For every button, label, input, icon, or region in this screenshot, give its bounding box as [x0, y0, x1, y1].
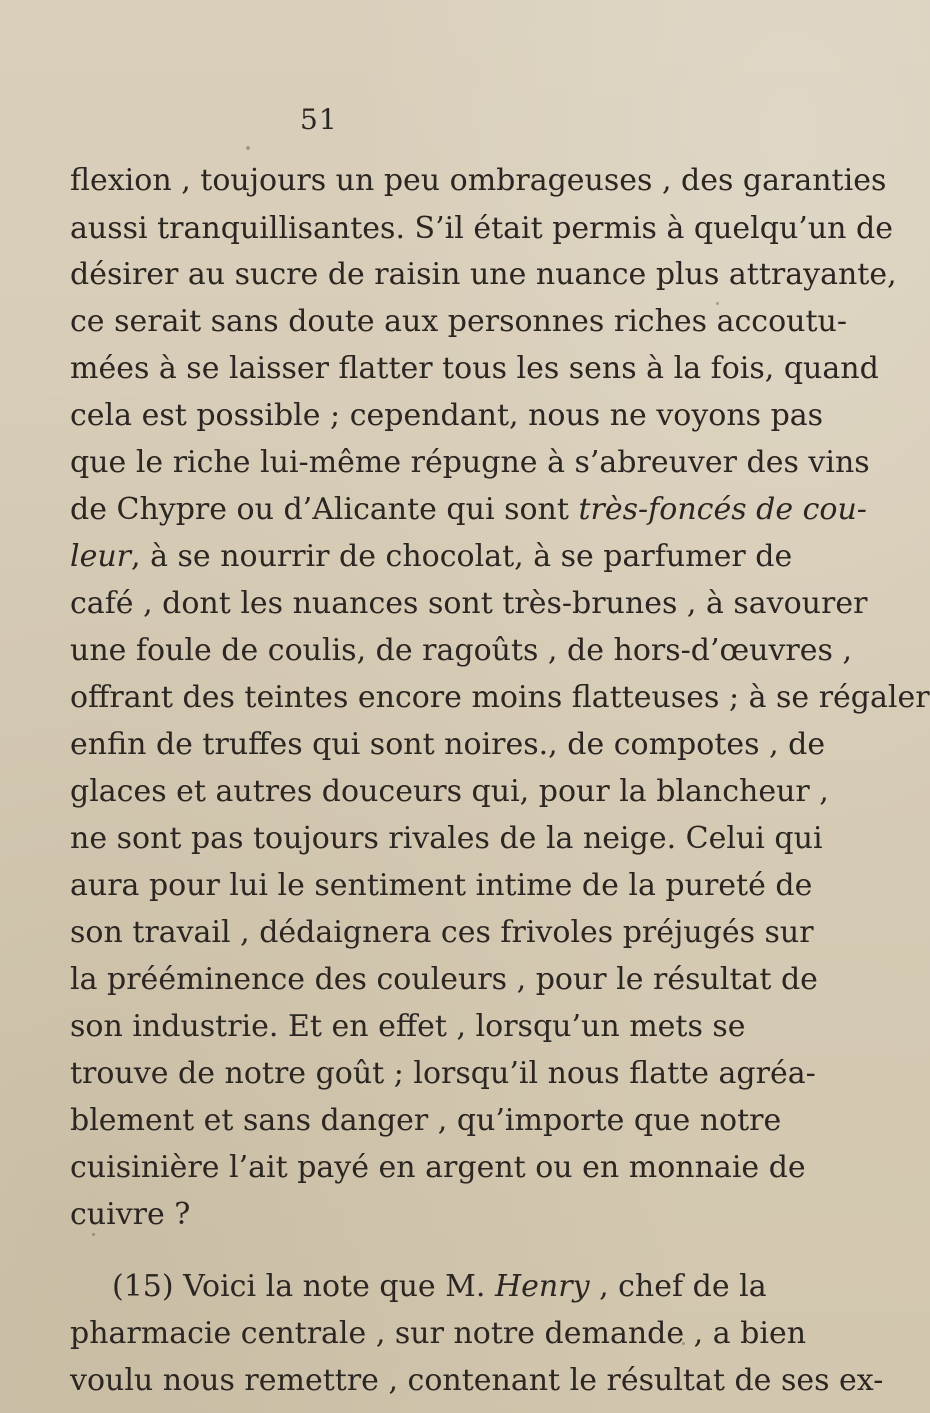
- footnote-line: pharmacie centrale , sur notre demande , a bien: [70, 1316, 807, 1351]
- text-line: [70, 491, 867, 529]
- text-segment: , chef de la: [599, 1269, 767, 1304]
- text-line: cuisinière l’ait payé en argent ou en monnaie de: [70, 1150, 806, 1185]
- text-line: cela est possible ; cependant, nous ne voyons pas: [70, 398, 824, 433]
- text-line: enfin de truffes qui sont noires., de compotes , de: [70, 727, 826, 762]
- text-line: la prééminence des couleurs , pour le résultat de: [70, 962, 818, 997]
- text-line: glaces et autres douceurs qui, pour la blancheur ,: [70, 774, 829, 809]
- text-line: ce serait sans doute aux personnes riches accoutu-: [70, 304, 847, 339]
- text-line: ne sont pas toujours rivales de la neige. Celui qui: [70, 821, 823, 856]
- text-line: son industrie. Et en effet , lorsqu’un mets se: [70, 1009, 746, 1044]
- text-line: café , dont les nuances sont très-brunes , à savourer: [70, 586, 868, 621]
- italic-text: très-foncés de cou-: [578, 492, 867, 527]
- text-line: que le riche lui-même répugne à s’abreuver des vins: [70, 445, 870, 480]
- text-line: aussi tranquillisantes. S’il était permis à quelqu’un de: [70, 211, 893, 246]
- text-segment: de Chypre ou d’Alicante qui sont: [70, 492, 569, 527]
- text-line: cuivre ?: [70, 1197, 191, 1232]
- text-line: blement et sans danger , qu’importe que notre: [70, 1103, 782, 1138]
- text-line: désirer au sucre de raisin une nuance plus attrayante,: [70, 257, 897, 292]
- paper-speck: [723, 1113, 726, 1116]
- page-number: 51: [300, 103, 338, 136]
- paper-speck: [92, 1233, 95, 1236]
- italic-text: leur: [70, 539, 132, 574]
- paper-speck: [246, 146, 250, 150]
- text-line: offrant des teintes encore moins flatteuses ; à se régaler: [70, 680, 930, 715]
- footnote-line: [112, 1268, 767, 1306]
- text-line: une foule de coulis, de ragoûts , de hors-d’œuvres ,: [70, 633, 852, 668]
- text-segment: , à se nourrir de chocolat, à se parfumer de: [131, 539, 793, 574]
- text-line: son travail , dédaignera ces frivoles préjugés sur: [70, 915, 814, 950]
- text-line: trouve de notre goût ; lorsqu’il nous flatte agréa-: [70, 1056, 816, 1091]
- paper-speck: [716, 302, 719, 305]
- italic-text: Henry: [494, 1269, 590, 1304]
- text-segment: (15) Voici la note que M.: [112, 1269, 486, 1304]
- footnote-line: voulu nous remettre , contenant le résultat de ses ex-: [70, 1363, 884, 1398]
- text-line: [70, 538, 792, 576]
- text-line: flexion , toujours un peu ombrageuses , des garanties: [70, 163, 887, 198]
- paper-speck: [682, 1342, 685, 1345]
- text-line: mées à se laisser flatter tous les sens à la fois, quand: [70, 351, 879, 386]
- text-line: aura pour lui le sentiment intime de la pureté de: [70, 868, 813, 903]
